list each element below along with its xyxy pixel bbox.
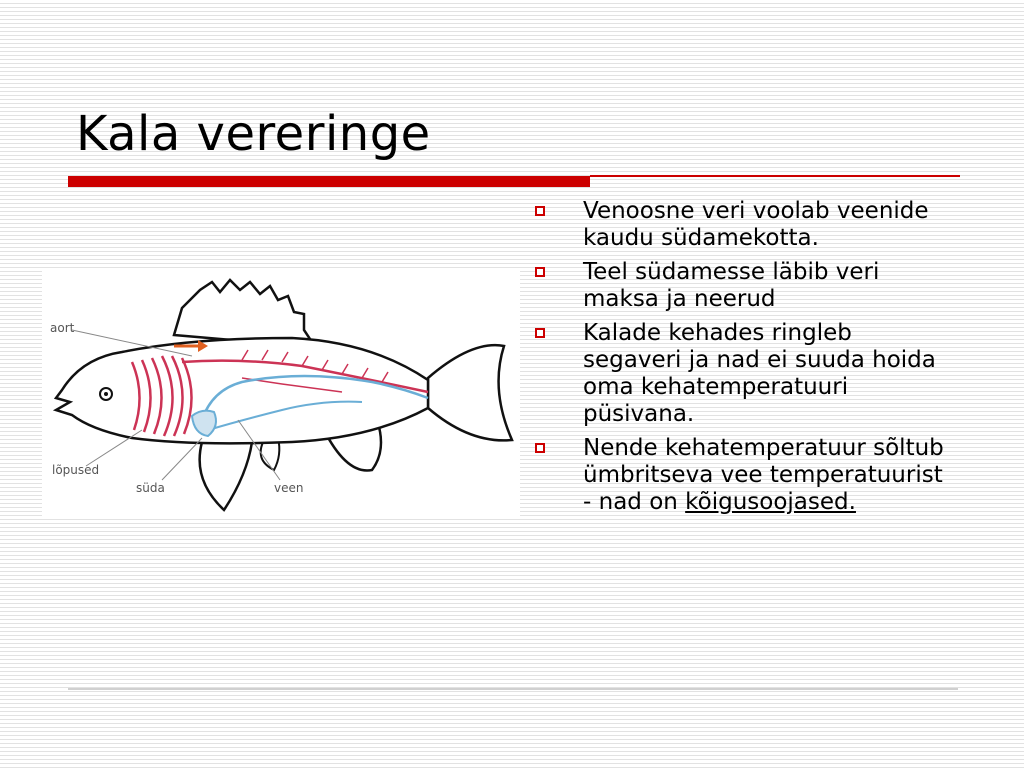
bullet-list [532,198,952,523]
pelvic-fin [200,442,252,510]
title-underline-line [590,175,960,177]
slide-title: Kala vereringe [76,106,431,162]
bullet-item [532,198,952,252]
hollow-square-bullet-icon [535,267,545,277]
hollow-square-bullet-icon [535,206,545,216]
label-suda: süda [136,481,165,495]
bullet-text: Kalade kehades ringleb segaveri ja nad ei suuda hoida oma kehatemperatuuri püsivana. [583,320,936,427]
label-veen: veen [274,481,304,495]
bullet-item [532,320,952,428]
fish-circulation-diagram [42,270,520,518]
hollow-square-bullet-icon [535,328,545,338]
hollow-square-bullet-icon [535,443,545,453]
footer-rule [68,688,958,690]
title-underline-bar [68,176,590,187]
label-lopused: lõpused [52,463,100,477]
bullet-text: Venoosne veri voolab veenide kaudu südamekotta. [583,198,929,251]
bullet-text [583,435,952,516]
tail-fin [428,345,512,440]
label-aort: aort [50,321,75,335]
koigusoojased-link[interactable]: kõigusoojased. [685,489,856,515]
bullet-item [532,435,952,516]
bullet-text-prefix: Nende kehatemperatuur sõltub ümbritseva vee temperatuurist - nad on [583,435,944,515]
bullet-item [532,259,952,313]
bullet-text: Teel südamesse läbib veri maksa ja neerud [583,259,880,312]
